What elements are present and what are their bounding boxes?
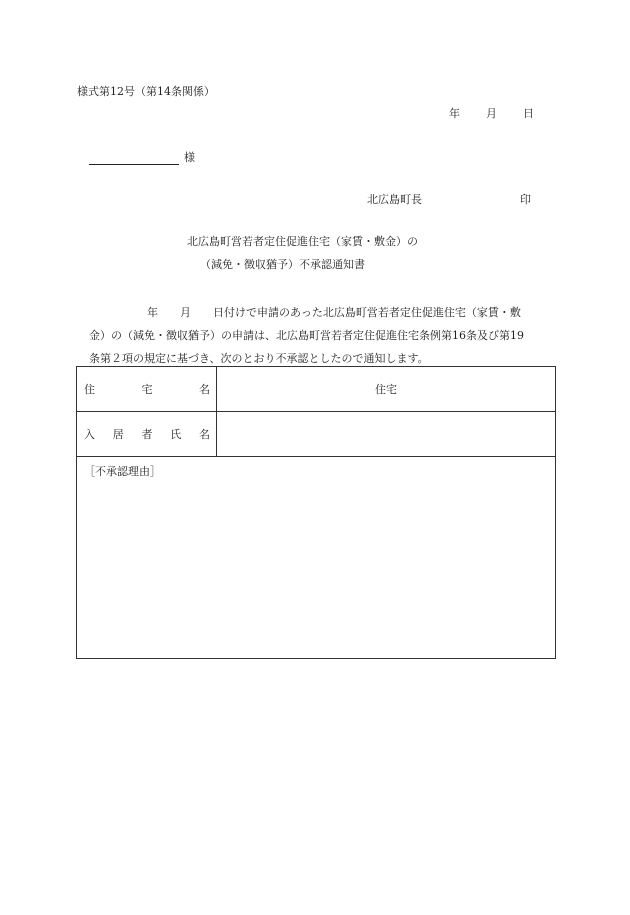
resident-name-label xyxy=(84,429,210,440)
table-column-divider xyxy=(216,367,217,457)
addressee-suffix: 様 xyxy=(184,151,195,164)
document-title-line-1: 北広島町営若者定住促進住宅（家賃・敷金）の xyxy=(187,235,418,248)
date-month: 月 xyxy=(486,107,497,120)
document-title-line-2: （減免・徴収猶予）不承認通知書 xyxy=(200,258,365,271)
label-char: 入 xyxy=(84,428,95,441)
label-char: 住 xyxy=(84,383,95,396)
table-row-resident xyxy=(77,412,555,457)
issuer-name: 北広島町長 xyxy=(367,193,422,206)
label-char: 名 xyxy=(199,383,210,396)
notice-body-line-1: 年 月 日付けで申請のあった北広島町営若者定住促進住宅（家賃・敷 xyxy=(147,306,521,319)
label-char: 名 xyxy=(199,428,210,441)
notice-form-table xyxy=(76,366,556,659)
addressee-blank xyxy=(89,163,179,165)
date-year: 年 xyxy=(449,107,460,120)
label-char: 者 xyxy=(141,428,153,441)
table-row-housing xyxy=(77,367,555,412)
rejection-reason-label: ［不承認理由］ xyxy=(84,465,161,478)
notice-body-line-2: 金）の（減免・徴収猶予）の申請は、北広島町営若者定住促進住宅条例第16条及び第19 xyxy=(89,329,524,342)
form-number: 様式第12号（第14条関係） xyxy=(77,85,215,98)
label-char: 居 xyxy=(112,428,124,441)
housing-name-value: 住宅 xyxy=(375,383,397,396)
housing-name-label xyxy=(84,384,210,395)
label-char: 氏 xyxy=(170,428,182,441)
label-char: 宅 xyxy=(141,383,153,396)
date-row xyxy=(449,108,534,119)
date-day: 日 xyxy=(523,107,534,120)
notice-body-line-3: 条第２項の規定に基づき、次のとおり不承認としたので通知します。 xyxy=(89,352,429,365)
seal-mark: 印 xyxy=(520,193,531,206)
notice-body xyxy=(89,301,559,370)
